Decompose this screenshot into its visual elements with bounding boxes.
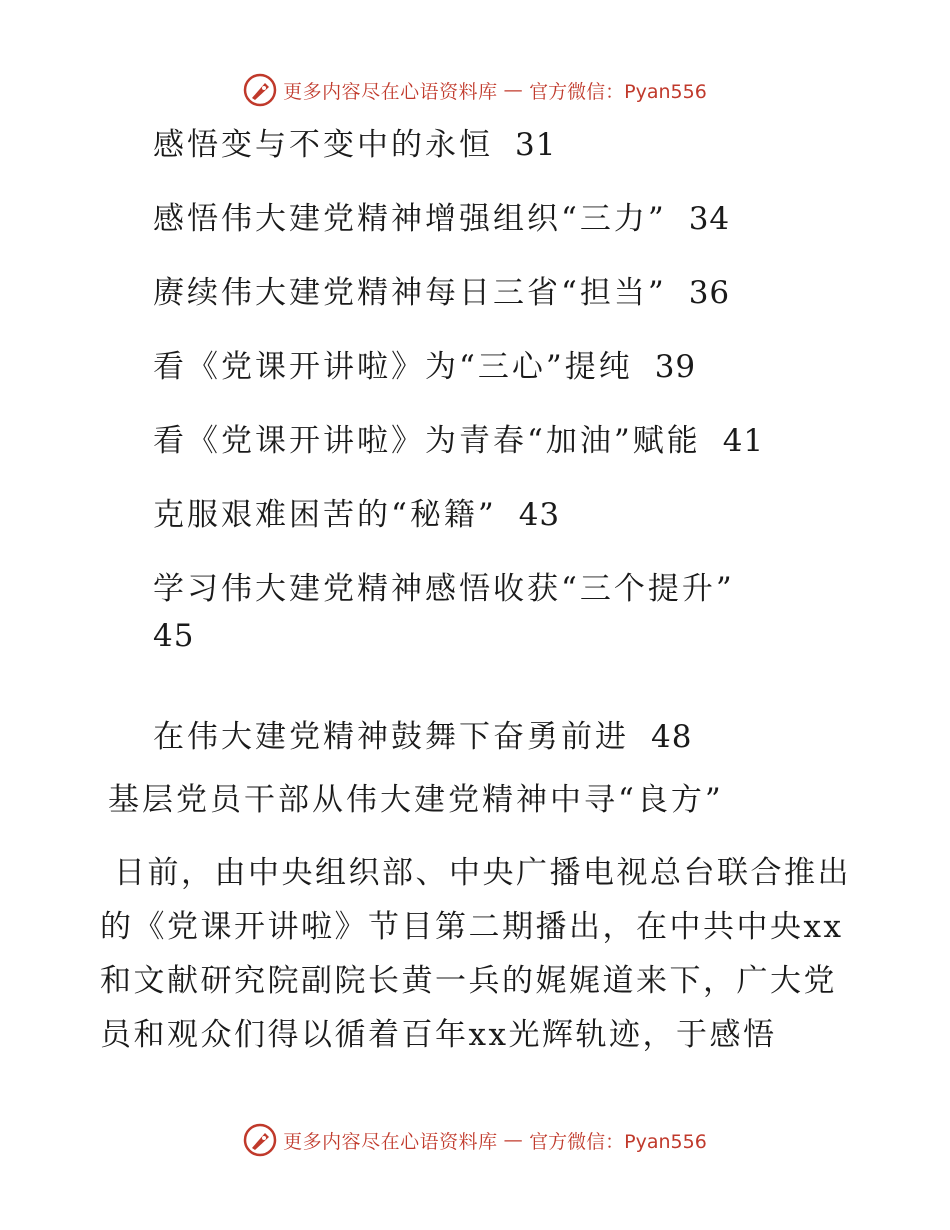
watermark-text: 更多内容尽在心语资料库 (283, 80, 498, 103)
toc-title: 学习伟大建党精神感悟收获“三个提升” (153, 571, 735, 607)
toc-page: 41 (722, 423, 765, 459)
toc-title: 赓续伟大建党精神每日三省“担当” (153, 275, 667, 311)
watermark-wechat: 官方微信：Pyan556 (529, 80, 707, 103)
toc-title: 感悟变与不变中的永恒 (153, 127, 493, 163)
toc-page: 39 (654, 349, 697, 385)
toc-page: 34 (688, 201, 731, 237)
toc-title: 看《党课开讲啦》为青春“加油”赋能 (153, 423, 701, 459)
table-of-contents (153, 118, 913, 784)
toc-page: 48 (651, 719, 693, 755)
watermark-separator: — (503, 79, 524, 101)
watermark-text: 更多内容尽在心语资料库 (283, 1130, 498, 1153)
article-heading: 基层党员干部从伟大建党精神中寻“良方” (108, 782, 724, 818)
watermark-separator: — (503, 1129, 524, 1151)
watermark-wechat: 官方微信：Pyan556 (529, 1130, 707, 1153)
toc-title: 感悟伟大建党精神增强组织“三力” (153, 201, 667, 237)
toc-entry[interactable] (153, 340, 913, 414)
toc-entry[interactable] (153, 118, 913, 192)
toc-page: 31 (515, 127, 557, 163)
toc-entry[interactable] (153, 414, 913, 488)
watermark-banner-bottom (0, 1120, 950, 1160)
toc-title: 看《党课开讲啦》为“三心”提纯 (153, 349, 633, 385)
pen-nib-logo-icon (243, 73, 277, 107)
toc-title: 在伟大建党精神鼓舞下奋勇前进 (153, 719, 629, 755)
watermark-banner-top (0, 70, 950, 110)
toc-entry[interactable] (153, 562, 913, 710)
toc-entry[interactable] (153, 488, 913, 562)
toc-entry[interactable] (153, 266, 913, 340)
pen-nib-logo-icon (243, 1123, 277, 1157)
toc-page: 36 (688, 275, 731, 311)
toc-page: 45 (153, 618, 195, 654)
toc-page: 43 (518, 497, 561, 533)
article-body: 日前，由中央组织部、中央广播电视总台联合推出的《党课开讲啦》节目第二期播出，在中共中央xx和文献研究院副院长黄一兵的娓娓道来下，广大党员和观众们得以循着百年xx光辉轨迹，于感悟 (100, 855, 851, 1053)
toc-title: 克服艰难困苦的“秘籍” (153, 497, 497, 533)
toc-entry[interactable] (153, 192, 913, 266)
